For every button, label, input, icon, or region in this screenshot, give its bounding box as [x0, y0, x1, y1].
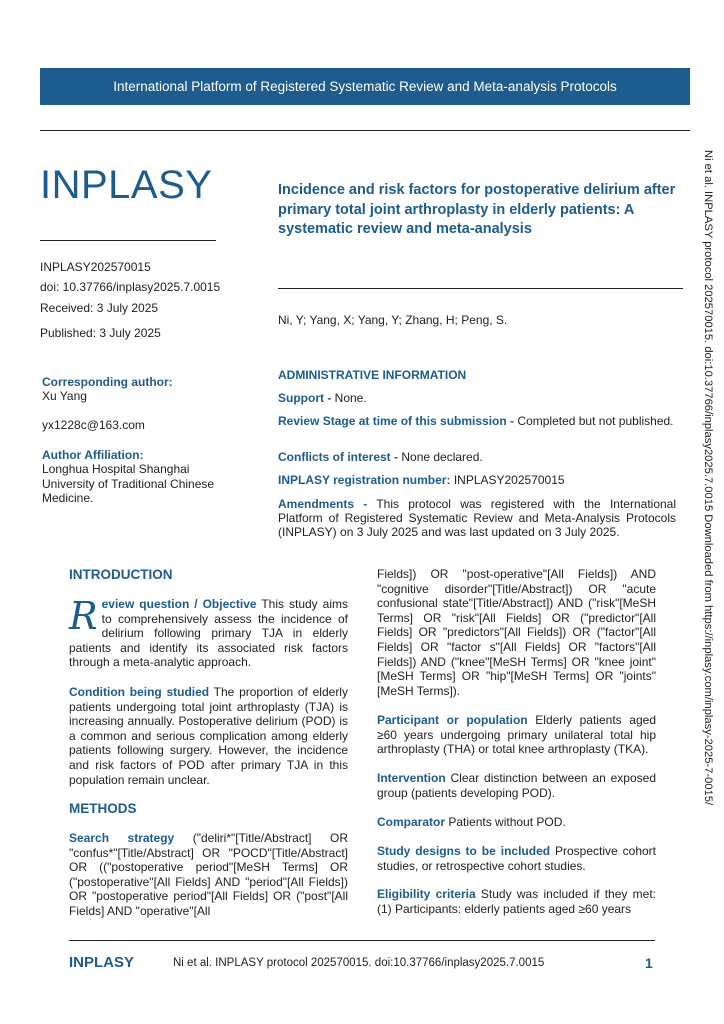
brand-logo: INPLASY — [40, 163, 213, 207]
introduction-heading: INTRODUCTION — [69, 567, 173, 582]
protocol-id: INPLASY202570015 — [40, 260, 151, 274]
intervention-label: Intervention — [377, 771, 446, 785]
support-line — [278, 391, 676, 405]
registration-line — [278, 473, 676, 487]
support-label: Support - — [278, 391, 332, 405]
search-strategy-continued: Fields]) OR "post-operative"[All Fields]) AND "cognitive disorder"[Title/Abstract]) OR "acute confusional state"[Title/Abstract]) AND ("risk"[MeSH Terms] OR "risk"[All Fields] OR ("predictor"[All Fields] OR "predictors"[All Fields]) OR ("factor"[All Fields] OR "factor s"[All Fields] OR "factors"[All Fields]) AND ("knee"[MeSH Terms] OR "knee joint"[MeSH Terms] OR "hip"[MeSH Terms] OR "joints"[MeSH Terms]). — [377, 567, 656, 698]
title-rule — [278, 288, 683, 289]
received-date: Received: 3 July 2025 — [40, 301, 159, 315]
comparator-paragraph — [377, 815, 656, 830]
methods-heading: METHODS — [69, 801, 137, 816]
top-rule — [40, 130, 690, 131]
corresponding-label: Corresponding author: — [42, 375, 173, 389]
condition-text: The proportion of elderly patients undergoing total joint arthroplasty (TJA) is increasing annually. Postoperative delirium (POD) is a common and serious complication among elderly patients following surgery. However, the incidence and risk factors of POD after primary TJA in this population remain unclear. — [69, 685, 348, 787]
review-question-text: This study aims to comprehensively assess the incidence of delirium following primary TJA in elderly patients and identify its associated risk factors through a meta-analytic approach. — [69, 597, 348, 670]
published-date: Published: 3 July 2025 — [40, 326, 161, 340]
drop-cap: R — [69, 594, 98, 638]
amendments-text: This protocol was registered with the International Platform of Registered Systematic Review and Meta-Analysis Protocols (INPLASY) on 3 July 2025 and was last updated on 3 July 2025. — [278, 497, 676, 539]
participant-text: Elderly patients aged ≥60 years undergoing primary unilateral total hip arthroplasty (THA) or total knee arthroplasty (TKA). — [377, 713, 656, 757]
comparator-label: Comparator — [377, 815, 446, 829]
registration-number: INPLASY202570015 — [450, 473, 565, 487]
footer-rule — [69, 940, 655, 941]
review-stage-text: Completed but not published. — [514, 414, 674, 428]
corresponding-email[interactable]: yx1228c@163.com — [42, 418, 145, 432]
footer-citation: Ni et al. INPLASY protocol 202570015. doi:10.37766/inplasy2025.7.0015 — [173, 957, 545, 969]
review-question-paragraph — [69, 594, 348, 670]
participant-label: Participant or population — [377, 713, 528, 727]
conflicts-label: Conflicts of interest - — [278, 450, 399, 464]
sidebar-citation-text: Ni et al. INPLASY protocol 202570015. doi:10.37766/inplasy2025.7.0015 Downloaded from https://inplasy.com/inplasy-2025-7-0015/ — [702, 150, 714, 806]
doi: doi: 10.37766/inplasy2025.7.0015 — [40, 280, 221, 294]
conflicts-line — [278, 450, 676, 464]
vertical-citation-sidebar — [696, 150, 714, 890]
search-strategy-text: ("deliri*"[Title/Abstract] OR "confus*"[Title/Abstract] OR "POCD"[Title/Abstract] OR (("postoperative period"[MeSH Terms] OR ("postoperative"[All Fields] AND "period"[All Fields]) OR "postoperative period"[All Fields] OR ("post"[All Fields] AND "operative"[All — [69, 831, 348, 918]
corresponding-name: Xu Yang — [42, 389, 87, 403]
search-strategy-label: Search strategy — [69, 831, 175, 845]
study-design-paragraph — [377, 844, 656, 873]
affiliation-text: Longhua Hospital Shanghai University of Traditional Chinese Medicine. — [42, 462, 215, 505]
review-stage-line — [278, 414, 676, 428]
intervention-paragraph — [377, 771, 656, 800]
search-strategy-paragraph — [69, 831, 348, 919]
eligibility-paragraph — [377, 887, 656, 916]
eligibility-label: Eligibility criteria — [377, 887, 476, 901]
affiliation-label: Author Affiliation: — [42, 448, 144, 462]
participant-paragraph — [377, 713, 656, 757]
condition-paragraph — [69, 685, 348, 787]
study-design-text: Prospective cohort studies, or retrospective cohort studies. — [377, 844, 656, 873]
author-list: Ni, Y; Yang, X; Yang, Y; Zhang, H; Peng, S. — [278, 313, 508, 327]
amendments-label: Amendments - — [278, 497, 368, 511]
amendments-paragraph — [278, 497, 676, 539]
intervention-text: Clear distinction between an exposed group (patients developing POD). — [377, 771, 656, 800]
admin-heading: ADMINISTRATIVE INFORMATION — [278, 368, 467, 382]
eligibility-text: Study was included if they met: (1) Participants: elderly patients aged ≥60 years — [377, 887, 657, 916]
review-question-label: eview question / Objective — [101, 597, 257, 611]
brand-rule — [40, 240, 216, 241]
header-banner: International Platform of Registered Systematic Review and Meta-analysis Protocols — [40, 68, 690, 105]
page-number: 1 — [645, 955, 653, 971]
review-stage-label: Review Stage at time of this submission - — [278, 414, 515, 428]
comparator-text: Patients without POD. — [445, 815, 566, 829]
footer-brand: INPLASY — [69, 954, 135, 971]
conflicts-text: None declared. — [398, 450, 483, 464]
study-design-label: Study designs to be included — [377, 844, 551, 858]
support-text: None. — [331, 391, 367, 405]
registration-label: INPLASY registration number: — [278, 473, 451, 487]
condition-label: Condition being studied — [69, 685, 210, 699]
article-title: Incidence and risk factors for postoperative delirium after primary total joint arthroplasty in elderly patients: A systematic review and meta-analysis — [278, 182, 676, 237]
